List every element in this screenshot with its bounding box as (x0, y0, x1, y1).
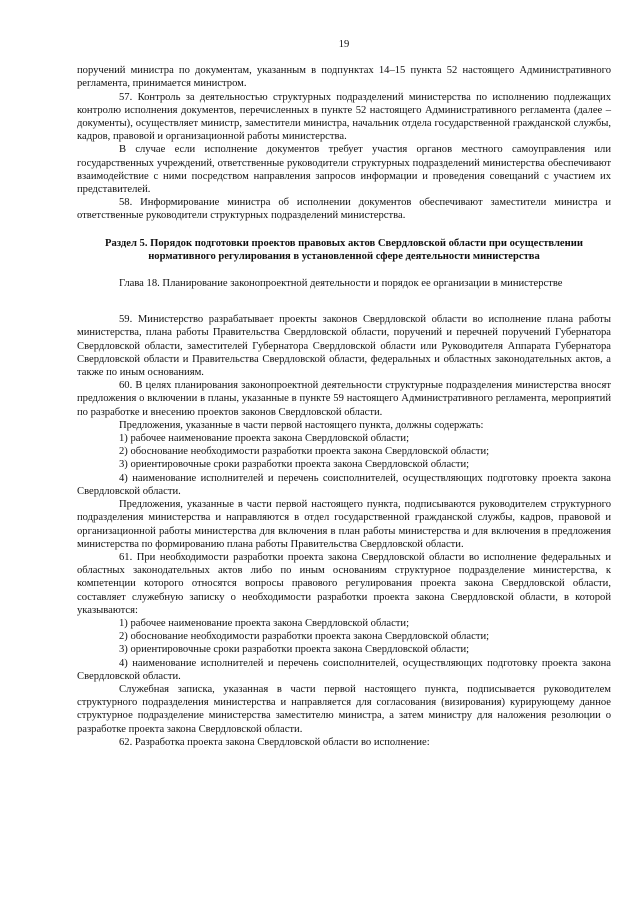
list-item: 3) ориентировочные сроки разработки проекта закона Свердловской области; (119, 459, 470, 471)
paragraph-57: 57. Контроль за деятельностью структурных подразделений министерства по исполнению подлежащих контролю исполнения документов, перечисленных в пункте 52 настоящего Административного регламента (далее – документы), осуществляет министр, заместители министра, начальник отдела государственной гражданской службы, кадров, правовой и организационной работы министерства. (77, 91, 611, 143)
paragraph-59: 59. Министерство разрабатывает проекты законов Свердловской области во исполнение плана работы министерства, плана работы Правительства Свердловской области, поручений и перечней поручений Губернатора Свердловской области, заместителей Губернатора Свердловской области или Руководителя Аппарата Губернатора Свердловской области и Правительства Свердловской области, федеральных и областных законодательных актов, а также по иным основаниям. (77, 314, 611, 379)
paragraph: В случае если исполнение документов требует участия органов местного самоуправления или государственных учреждений, ответственные руководители структурных подразделений министерства обеспечивают взаимодействие с ними посредством направления запросов информации и проведения совещаний с участием их представителей. (77, 144, 611, 196)
paragraph-62: 62. Разработка проекта закона Свердловской области во исполнение: (119, 736, 430, 748)
paragraph: Служебная записка, указанная в части первой настоящего пункта, подписывается руководителем структурного подразделения министерства и направляется для согласования (визирования) курирующему данное структурное подразделение министерства заместителю министра, а затем министру для наложения резолюции о разработке проекта закона Свердловской области. (77, 683, 611, 735)
list-item: 4) наименование исполнителей и перечень соисполнителей, осуществляющих подготовку проекта закона Свердловской области. (77, 657, 611, 682)
list-item: 1) рабочее наименование проекта закона Свердловской области; (119, 617, 410, 629)
paragraph-60: 60. В целях планирования законопроектной деятельности структурные подразделения министерства вносят предложения о включении в планы, указанные в пункте 59 настоящего Административного регламента, мероприятий по разработке и внесению проектов законов Свердловской области. (77, 380, 611, 418)
paragraph: поручений министра по документам, указанным в подпунктах 14–15 пункта 52 настоящего Административного регламента, принимается министром. (77, 65, 611, 90)
paragraph: Предложения, указанные в части первой настоящего пункта, подписываются руководителем структурного подразделения министерства и направляются в отдел государственной гражданской службы, кадров, правовой и организационной работы министерства для включения в план работы министерства и для включения в предложения министерства по формированию плана работы Правительства Свердловской области. (77, 499, 611, 550)
page-number: 19 (338, 39, 350, 50)
list-item: 2) обоснование необходимости разработки проекта закона Свердловской области; (119, 446, 490, 458)
paragraph-61: 61. При необходимости разработки проекта закона Свердловской области во исполнение федеральных и областных законодательных актов либо по иным основаниям структурное подразделение министерства, к компетенции которого относятся вопросы правового регулирования проекта закона Свердловской области, составляет служебную записку о необходимости разработки проекта закона Свердловской области, в которой указываются: (77, 551, 611, 616)
paragraph-58: 58. Информирование министра об исполнении документов обеспечивают заместители министра и ответственные руководители структурных подразделений министерства. (77, 197, 611, 222)
list-item: 3) ориентировочные сроки разработки проекта закона Свердловской области; (119, 644, 470, 656)
paragraph: Предложения, указанные в части первой настоящего пункта, должны содержать: (119, 419, 484, 431)
document-page (77, 0, 611, 749)
list-item: 2) обоснование необходимости разработки проекта закона Свердловской области; (119, 631, 490, 643)
section-title: Раздел 5. Порядок подготовки проектов правовых актов Свердловской области при осуществлении нормативного регулирования в установленной сфере деятельности министерства (105, 237, 583, 262)
chapter-title: Глава 18. Планирование законопроектной деятельности и порядок ее организации в министерстве (119, 278, 563, 290)
list-item: 1) рабочее наименование проекта закона Свердловской области; (119, 433, 410, 445)
list-item: 4) наименование исполнителей и перечень соисполнителей, осуществляющих подготовку проекта закона Свердловской области. (77, 472, 611, 497)
